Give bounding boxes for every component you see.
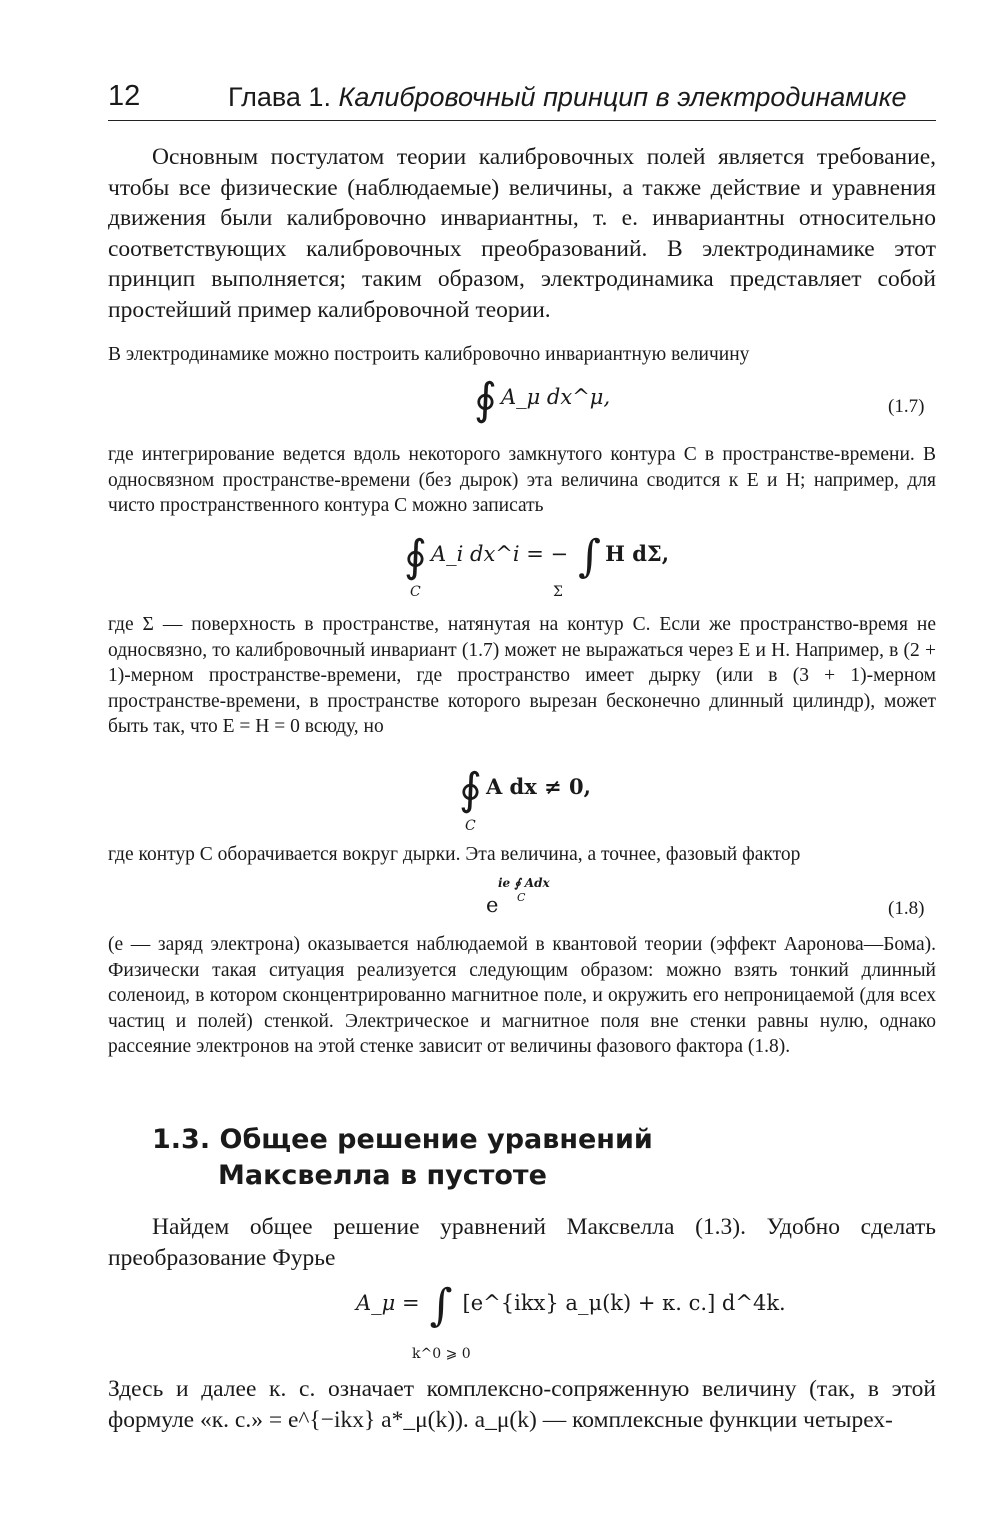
fourier-subscript: k^0 ⩾ 0 <box>412 1346 471 1362</box>
stokes-subscript-sigma: Σ <box>553 584 563 600</box>
paragraph-1: Основным постулатом теории калибровочных полей является требование, чтобы все физические (наблюдаемые) величины, а также действие и уравнения движения были калибровочно инвариантны, т. е. инвариантны относительно соответствующих калибровочных преобразований. В электродинамике этот принцип выполняется; таким образом, электродинамика представляет собой простейший пример калибровочной теории. <box>108 144 936 323</box>
equation-ab-body: A dx ≠ 0, <box>485 774 591 799</box>
header-rule <box>108 120 936 121</box>
paragraph-2: В электродинамике можно построить калибровочно инвариантную величину <box>108 344 750 365</box>
paragraph-5: где контур C оборачивается вокруг дырки. Эта величина, а точнее, фазовый фактор <box>108 844 801 865</box>
equation-1-7 <box>474 374 611 425</box>
contour-integral-sign: ∮ <box>474 374 497 425</box>
equation-1-8-number: (1.8) <box>888 898 925 919</box>
phase-factor-exponent: ie ∮ Adx <box>498 876 550 890</box>
equation-stokes-rhs: H dΣ, <box>605 541 670 566</box>
equation-stokes <box>404 531 670 582</box>
ab-subscript-c: C <box>465 818 476 834</box>
equation-1-7-body: A_μ dx^μ, <box>500 385 611 409</box>
phase-factor-exponent-sub: C <box>517 891 526 904</box>
contour-integral-sign: ∮ <box>404 531 427 582</box>
equation-ab-integral <box>459 764 591 815</box>
running-header <box>228 82 907 113</box>
section-title-line-2: Максвелла в пустоте <box>218 1160 547 1191</box>
phase-factor-base: e <box>486 893 499 917</box>
paragraph-4: где Σ — поверхность в пространстве, натянутая на контур C. Если же пространство-время не односвязно, то калибровочный инвариант (1.7) может не выражаться через E и H. Например, в (2 + 1)-мерном пространстве-времени, где пространство имеет дырку (или в (3 + 1)-мерном пространстве-времени, в пространстве которого вырезан бесконечно длинный цилиндр), может быть так, что E = H = 0 всюду, но <box>108 614 936 737</box>
surface-integral-sign: ∫ <box>578 531 602 582</box>
stokes-subscript-c: C <box>410 584 421 600</box>
chapter-prefix: Глава 1. <box>228 82 331 112</box>
paragraph-7: Найдем общее решение уравнений Максвелла (1.3). Удобно сделать преобразование Фурье <box>108 1214 936 1271</box>
paragraph-6: (e — заряд электрона) оказывается наблюдаемой в квантовой теории (эффект Ааронова—Бома). Физически такая ситуация реализуется следующим образом: можно взять тонкий длинный соленоид, в котором сконцентрированно магнитное поле, и окружить его непроницаемой (для всех частиц и полей) стенкой. Электрическое и магнитное поля вне стенки равны нулю, однако рассеяние электронов на этой стенке зависит от величины фазового фактора (1.8). <box>108 934 936 1057</box>
equation-fourier <box>356 1280 786 1331</box>
fourier-lhs: A_μ = <box>356 1291 420 1315</box>
fourier-rhs: [e^{ikx} a_μ(k) + к. с.] d^4k. <box>462 1291 786 1315</box>
paragraph-8: Здесь и далее к. с. означает комплексно-сопряженную величину (так, в этой формуле «к. с.» = e^{−ikx} a*_μ(k)). a_μ(k) — комплексные функции четырех- <box>108 1376 936 1433</box>
equation-stokes-lhs: A_i dx^i = − <box>430 542 569 566</box>
paragraph-3: где интегрирование ведется вдоль некоторого замкнутого контура C в пространстве-времени. В односвязном пространстве-времени (без дырок) эта величина сводится к E и H; например, для чисто пространственного контура C можно записать <box>108 444 936 516</box>
section-heading <box>152 1124 653 1155</box>
fourier-integral-sign: ∫ <box>429 1280 453 1331</box>
equation-1-7-number: (1.7) <box>888 396 925 417</box>
page-number: 12 <box>108 80 141 112</box>
section-number: 1.3. <box>152 1124 211 1155</box>
contour-integral-sign: ∮ <box>459 764 482 815</box>
chapter-title: Калибровочный принцип в электродинамике <box>338 82 907 112</box>
section-title-line-1: Общее решение уравнений <box>219 1124 653 1155</box>
